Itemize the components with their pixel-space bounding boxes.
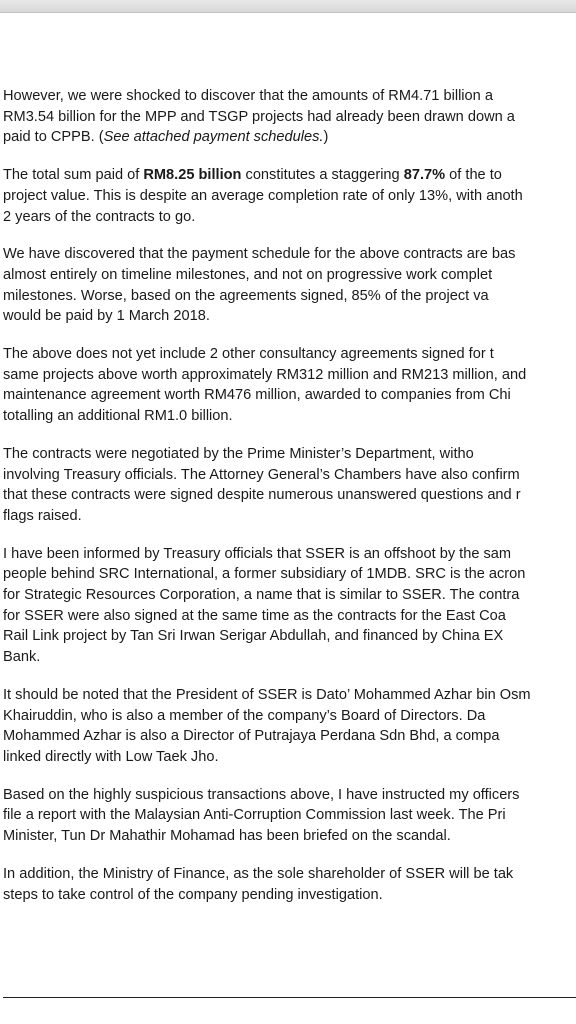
text-line [3, 647, 576, 668]
text-line [3, 265, 576, 286]
text-run: Rail Link project by Tan Sri Irwan Serigar Abdullah, and financed by China EX [3, 628, 504, 645]
text-run: of the to [445, 167, 502, 184]
text-line [3, 785, 576, 806]
text-run: Khairuddin, who is also a member of the company’s Board of Directors. Da [3, 707, 486, 724]
text-run: Minister, Tun Dr Mahathir Mohamad has been briefed on the scandal. [3, 828, 451, 845]
text-run: We have discovered that the payment schedule for the above contracts are bas [3, 246, 516, 263]
document-body [3, 86, 576, 922]
text-line [3, 406, 576, 427]
paragraph [3, 344, 576, 427]
paragraph [3, 785, 576, 847]
text-run: The total sum paid of [3, 167, 144, 184]
text-run: 2 years of the contracts to go. [3, 208, 196, 225]
text-line [3, 465, 576, 486]
text-line [3, 107, 576, 128]
text-line [3, 444, 576, 465]
text-line [3, 127, 576, 148]
text-run: It should be noted that the President of SSER is Dato’ Mohammed Azhar bin Osm [3, 686, 531, 703]
text-run: RM3.54 billion for the MPP and TSGP projects had already been drawn down a [3, 108, 515, 125]
text-run: constitutes a staggering [241, 167, 404, 184]
footer-divider [3, 997, 576, 998]
text-line [3, 626, 576, 647]
text-run: milestones. Worse, based on the agreements signed, 85% of the project va [3, 287, 489, 304]
text-run: The contracts were negotiated by the Prime Minister’s Department, witho [3, 445, 474, 462]
text-line [3, 544, 576, 565]
text-line [3, 726, 576, 747]
text-line [3, 606, 576, 627]
text-run: for Strategic Resources Corporation, a name that is similar to SSER. The contra [3, 587, 520, 604]
text-line [3, 805, 576, 826]
text-run: for SSER were also signed at the same time as the contracts for the East Coa [3, 607, 506, 624]
paragraph [3, 685, 576, 768]
text-line [3, 86, 576, 107]
paragraph [3, 165, 576, 227]
text-line [3, 244, 576, 265]
text-run: people behind SRC International, a former subsidiary of 1MDB. SRC is the acron [3, 566, 526, 583]
text-run: same projects above worth approximately RM312 million and RM213 million, and [3, 366, 527, 383]
text-line [3, 564, 576, 585]
paragraph [3, 444, 576, 527]
bold-text: 87.7% [403, 167, 446, 184]
text-run: would be paid by 1 March 2018. [3, 308, 210, 325]
text-run: that these contracts were signed despite numerous unanswered questions and r [3, 487, 521, 504]
text-line [3, 306, 576, 327]
text-line [3, 286, 576, 307]
text-line [3, 747, 576, 768]
text-run: Mohammed Azhar is also a Director of Putrajaya Perdana Sdn Bhd, a compa [3, 728, 500, 745]
document-page [0, 12, 576, 1024]
text-run: However, we were shocked to discover that the amounts of RM4.71 billion a [3, 88, 493, 104]
text-run: totalling an additional RM1.0 billion. [3, 408, 233, 425]
text-run: Based on the highly suspicious transactions above, I have instructed my officers [3, 786, 520, 803]
bold-text: RM8.25 billion [143, 167, 242, 184]
text-line [3, 864, 576, 885]
text-line [3, 165, 576, 186]
text-run: I have been informed by Treasury officials that SSER is an offshoot by the sam [3, 545, 512, 562]
text-run: ) [323, 129, 329, 146]
italic-text: See attached payment schedules. [103, 129, 324, 146]
text-line [3, 685, 576, 706]
text-run: The above does not yet include 2 other consultancy agreements signed for t [3, 346, 494, 363]
text-line [3, 385, 576, 406]
text-line [3, 186, 576, 207]
text-run: flags raised. [3, 507, 82, 524]
text-run: Bank. [3, 649, 41, 666]
text-run: paid to CPPB. ( [3, 129, 104, 146]
paragraph [3, 544, 576, 668]
text-run: linked directly with Low Taek Jho. [3, 748, 219, 765]
text-run: project value. This is despite an average completion rate of only 13%, with anoth [3, 187, 523, 204]
text-line [3, 885, 576, 906]
text-run: involving Treasury officials. The Attorney General’s Chambers have also confirm [3, 466, 520, 483]
text-run: In addition, the Ministry of Finance, as the sole shareholder of SSER will be tak [3, 865, 514, 882]
text-run: file a report with the Malaysian Anti-Corruption Commission last week. The Pri [3, 807, 506, 824]
paragraph [3, 244, 576, 327]
text-line [3, 826, 576, 847]
text-run: almost entirely on timeline milestones, and not on progressive work complet [3, 266, 493, 283]
text-line [3, 365, 576, 386]
text-line [3, 585, 576, 606]
text-line [3, 485, 576, 506]
paragraph [3, 86, 576, 148]
text-line [3, 344, 576, 365]
text-line [3, 706, 576, 727]
text-run: maintenance agreement worth RM476 million, awarded to companies from Chi [3, 387, 511, 404]
paragraph [3, 864, 576, 905]
text-run: steps to take control of the company pending investigation. [3, 886, 383, 903]
text-line [3, 207, 576, 228]
text-line [3, 506, 576, 527]
